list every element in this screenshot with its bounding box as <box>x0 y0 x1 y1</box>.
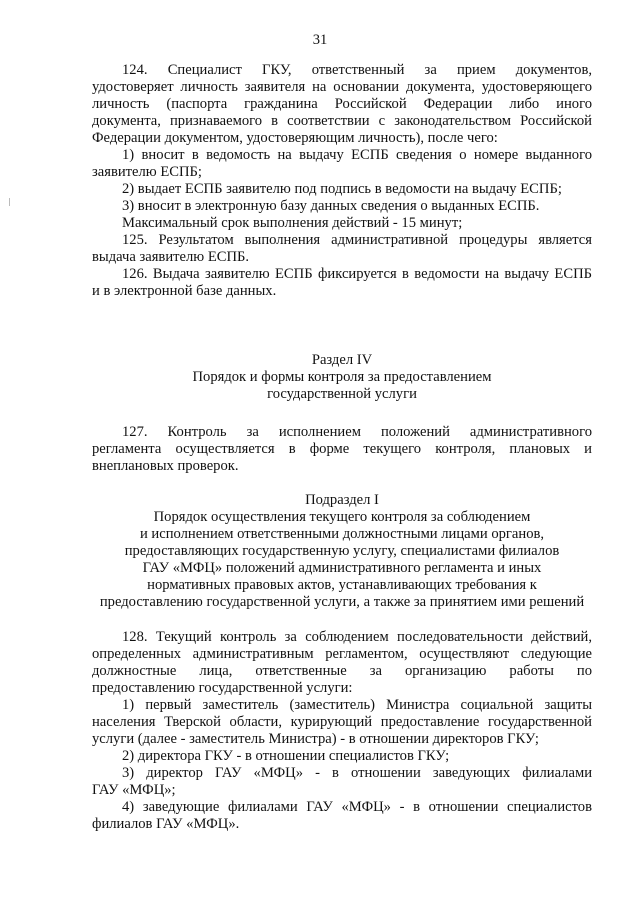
paragraph-126-line: и в электронной базе данных. <box>92 283 277 299</box>
page-number: 31 <box>312 32 328 48</box>
section-subtitle-line: государственной услуги <box>267 386 417 402</box>
paragraph-124-line: документа, признаваемого в соответствии с законодательством Российской <box>92 113 592 129</box>
subsection-subtitle-line: предоставляющих государственную услугу, специалистами филиалов <box>124 543 560 559</box>
list-item-1-line: услуги (далее - заместитель Министра) - в отношении директоров ГКУ; <box>92 731 539 747</box>
subsection-subtitle-line: нормативных правовых актов, устанавливающих требования к <box>147 577 537 593</box>
list-item-3: 3) вносит в электронную базу данных сведения о выданных ЕСПБ. <box>122 198 540 214</box>
paragraph-127-line: 127. Контроль за исполнением положений административного <box>122 424 592 440</box>
paragraph-125-line: 125. Результатом выполнения административной процедуры является <box>122 232 592 248</box>
list-item-2: 2) выдает ЕСПБ заявителю под подпись в ведомости на выдачу ЕСПБ; <box>122 181 562 197</box>
paragraph-124-line: личность (паспорта гражданина Российской Федерации либо иного <box>92 96 592 112</box>
subsection-subtitle-line: и исполнением ответственными должностными лицами органов, <box>139 526 545 542</box>
section-subtitle-line: Порядок и формы контроля за предоставлением <box>192 369 492 385</box>
list-item-1-line: 1) первый заместитель (заместитель) Министра социальной защиты <box>122 697 592 713</box>
paragraph-124-line: удостоверяет личность заявителя на основании документа, удостоверяющего <box>92 79 592 95</box>
paragraph-128-line: предоставлению государственной услуги: <box>92 680 353 696</box>
procedure-section <box>92 62 592 300</box>
list-item-4-line: филиалов ГАУ «МФЦ». <box>92 816 240 832</box>
paragraph-127 <box>92 424 592 475</box>
subsection-subtitle-line: предоставлению государственной услуги, а также за принятием ими решений <box>99 594 585 610</box>
paragraph-125-line: выдача заявителю ЕСПБ. <box>92 249 250 265</box>
subsection-subtitle-line: ГАУ «МФЦ» положений административного регламента и иных <box>142 560 542 576</box>
paragraph-127-line: регламента осуществляется в форме текущего контроля, плановых и <box>92 441 592 457</box>
paragraph-124-line: Федерации документом, удостоверяющим личность), после чего: <box>92 130 498 146</box>
scan-artifact <box>9 198 10 206</box>
paragraph-128 <box>92 629 592 833</box>
max-duration-line: Максимальный срок выполнения действий - 15 минут; <box>122 215 463 231</box>
paragraph-128-line: 128. Текущий контроль за соблюдением последовательности действий, <box>122 629 592 645</box>
list-item-2: 2) директора ГКУ - в отношении специалистов ГКУ; <box>122 748 450 764</box>
list-item-1-line: заявителю ЕСПБ; <box>92 164 202 180</box>
subsection-subtitle-line: Порядок осуществления текущего контроля за соблюдением <box>153 509 531 525</box>
paragraph-126-line: 126. Выдача заявителю ЕСПБ фиксируется в ведомости на выдачу ЕСПБ <box>122 266 592 282</box>
list-item-3-line: ГАУ «МФЦ»; <box>92 782 176 798</box>
list-item-3-line: 3) директор ГАУ «МФЦ» - в отношении заведующих филиалами <box>122 765 592 781</box>
paragraph-128-line: определенных административным регламентом, осуществляют следующие <box>92 646 592 662</box>
subsection-title: Подраздел I <box>305 492 379 508</box>
paragraph-127-line: внеплановых проверок. <box>92 458 239 474</box>
list-item-1-line: населения Тверской области, курирующий предоставление государственной <box>92 714 592 730</box>
list-item-4-line: 4) заведующие филиалами ГАУ «МФЦ» - в отношении специалистов <box>122 799 592 815</box>
paragraph-128-line: должностные лица, ответственные за организацию работы по <box>92 663 592 679</box>
paragraph-124-line: 124. Специалист ГКУ, ответственный за прием документов, <box>122 62 592 78</box>
section-heading <box>92 352 592 403</box>
list-item-1-line: 1) вносит в ведомость на выдачу ЕСПБ сведения о номере выданного <box>122 147 592 163</box>
subsection-heading <box>92 492 592 611</box>
section-title: Раздел IV <box>311 352 373 368</box>
